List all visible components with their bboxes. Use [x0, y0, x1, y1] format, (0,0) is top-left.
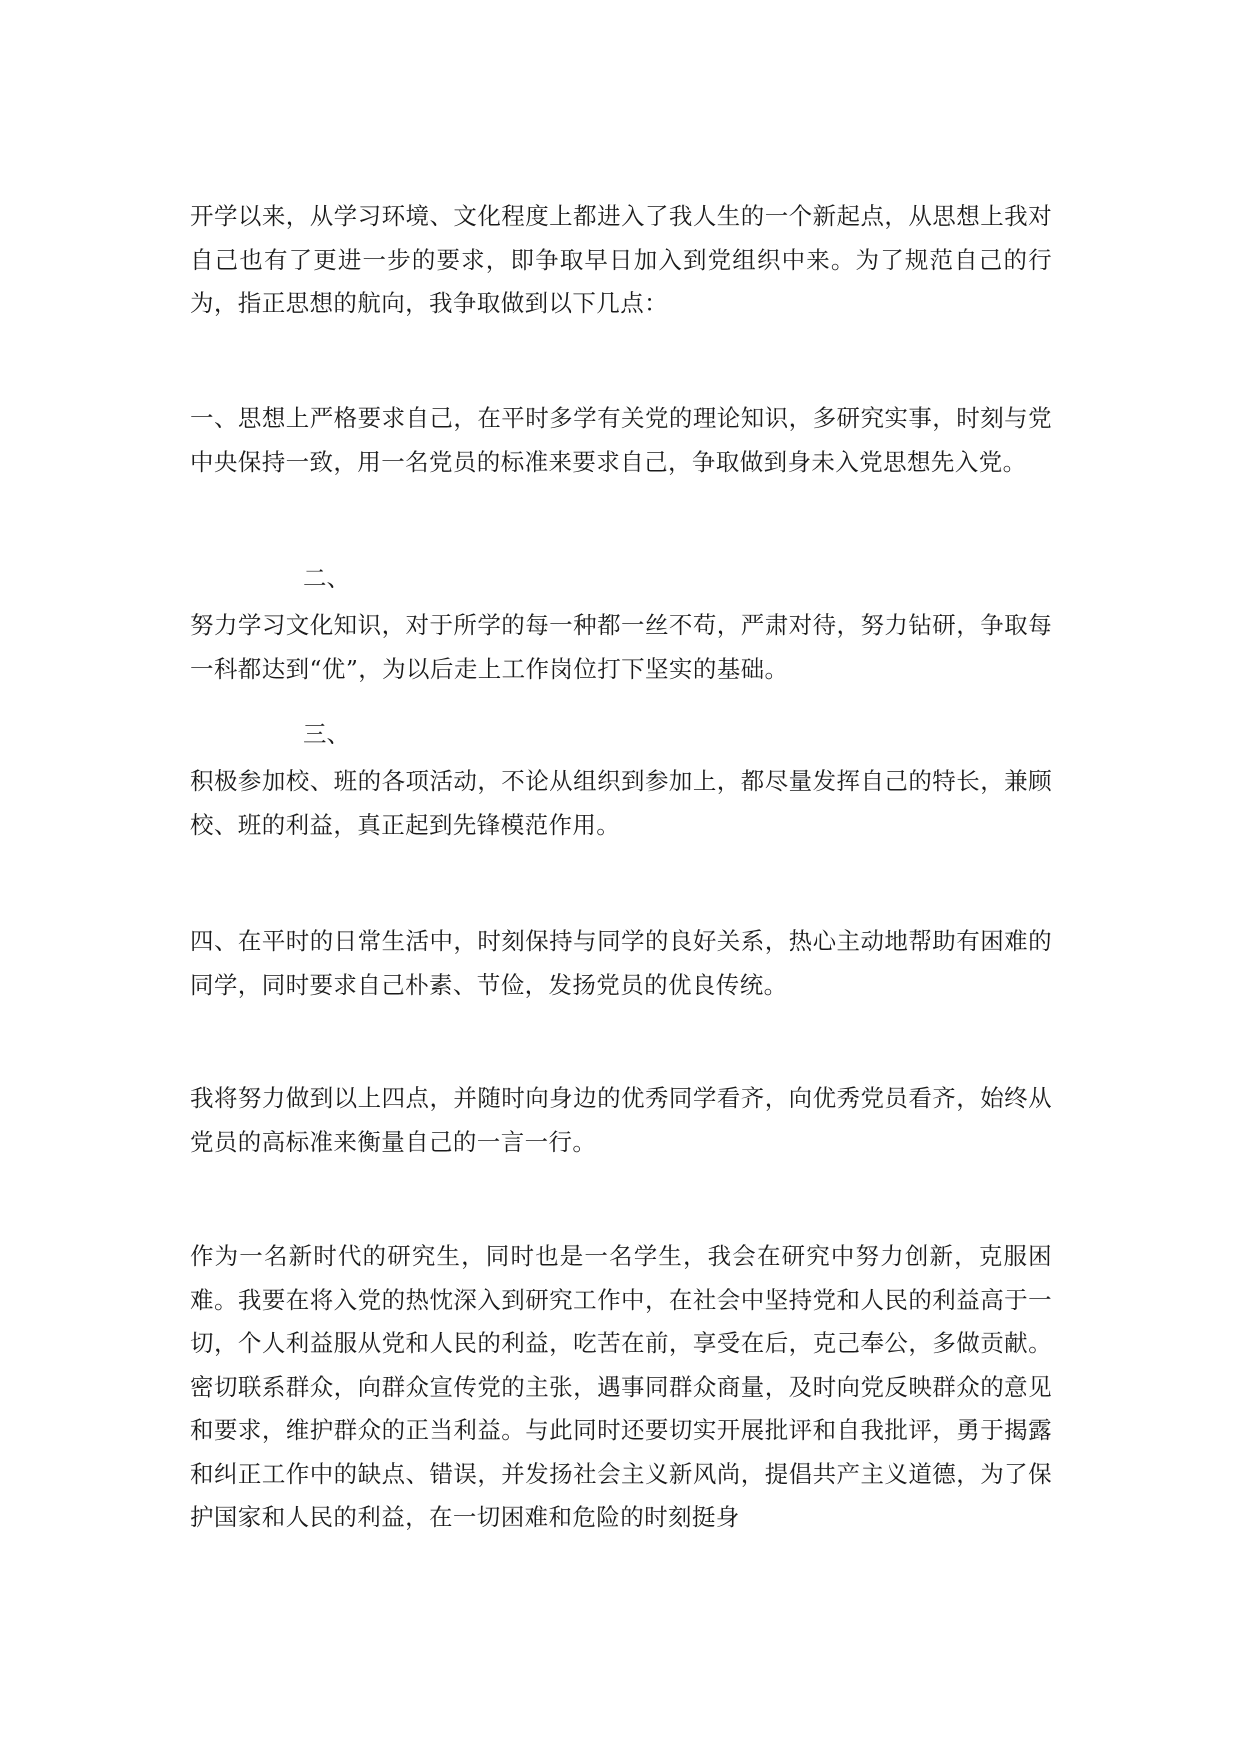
point-three-heading: 三、: [303, 720, 350, 748]
point-three-paragraph: 积极参加校、班的各项活动，不论从组织到参加上，都尽量发挥自己的特长，兼顾校、班的利益，真正起到先锋模范作用。: [190, 767, 1052, 839]
point-two-heading: 二、: [303, 564, 350, 592]
graduate-student-paragraph: 作为一名新时代的研究生，同时也是一名学生，我会在研究中努力创新，克服困难。我要在将入党的热忱深入到研究工作中，在社会中坚持党和人民的利益高于一切，个人利益服从党和人民的利益，吃苦在前，享受在后，克己奉公，多做贡献。密切联系群众，向群众宣传党的主张，遇事同群众商量，及时向党反映群众的意见和要求，维护群众的正当利益。与此同时还要切实开展批评和自我批评，勇于揭露和纠正工作中的缺点、错误，并发扬社会主义新风尚，提倡共产主义道德，为了保护国家和人民的利益，在一切困难和危险的时刻挺身: [190, 1242, 1052, 1531]
commitment-paragraph: 我将努力做到以上四点，并随时向身边的优秀同学看齐，向优秀党员看齐，始终从党员的高标准来衡量自己的一言一行。: [190, 1084, 1052, 1156]
point-one-paragraph: 一、思想上严格要求自己，在平时多学有关党的理论知识，多研究实事，时刻与党中央保持一致，用一名党员的标准来要求自己，争取做到身未入党思想先入党。: [190, 404, 1052, 476]
point-four-paragraph: 四、在平时的日常生活中，时刻保持与同学的良好关系，热心主动地帮助有困难的同学，同时要求自己朴素、节俭，发扬党员的优良传统。: [190, 927, 1052, 999]
intro-paragraph: 开学以来，从学习环境、文化程度上都进入了我人生的一个新起点，从思想上我对自己也有了更进一步的要求，即争取早日加入到党组织中来。为了规范自己的行为，指正思想的航向，我争取做到以下几点：: [190, 202, 1052, 317]
point-two-paragraph: 努力学习文化知识，对于所学的每一种都一丝不苟，严肃对待，努力钻研，争取每一科都达到“优”，为以后走上工作岗位打下坚实的基础。: [190, 611, 1052, 683]
